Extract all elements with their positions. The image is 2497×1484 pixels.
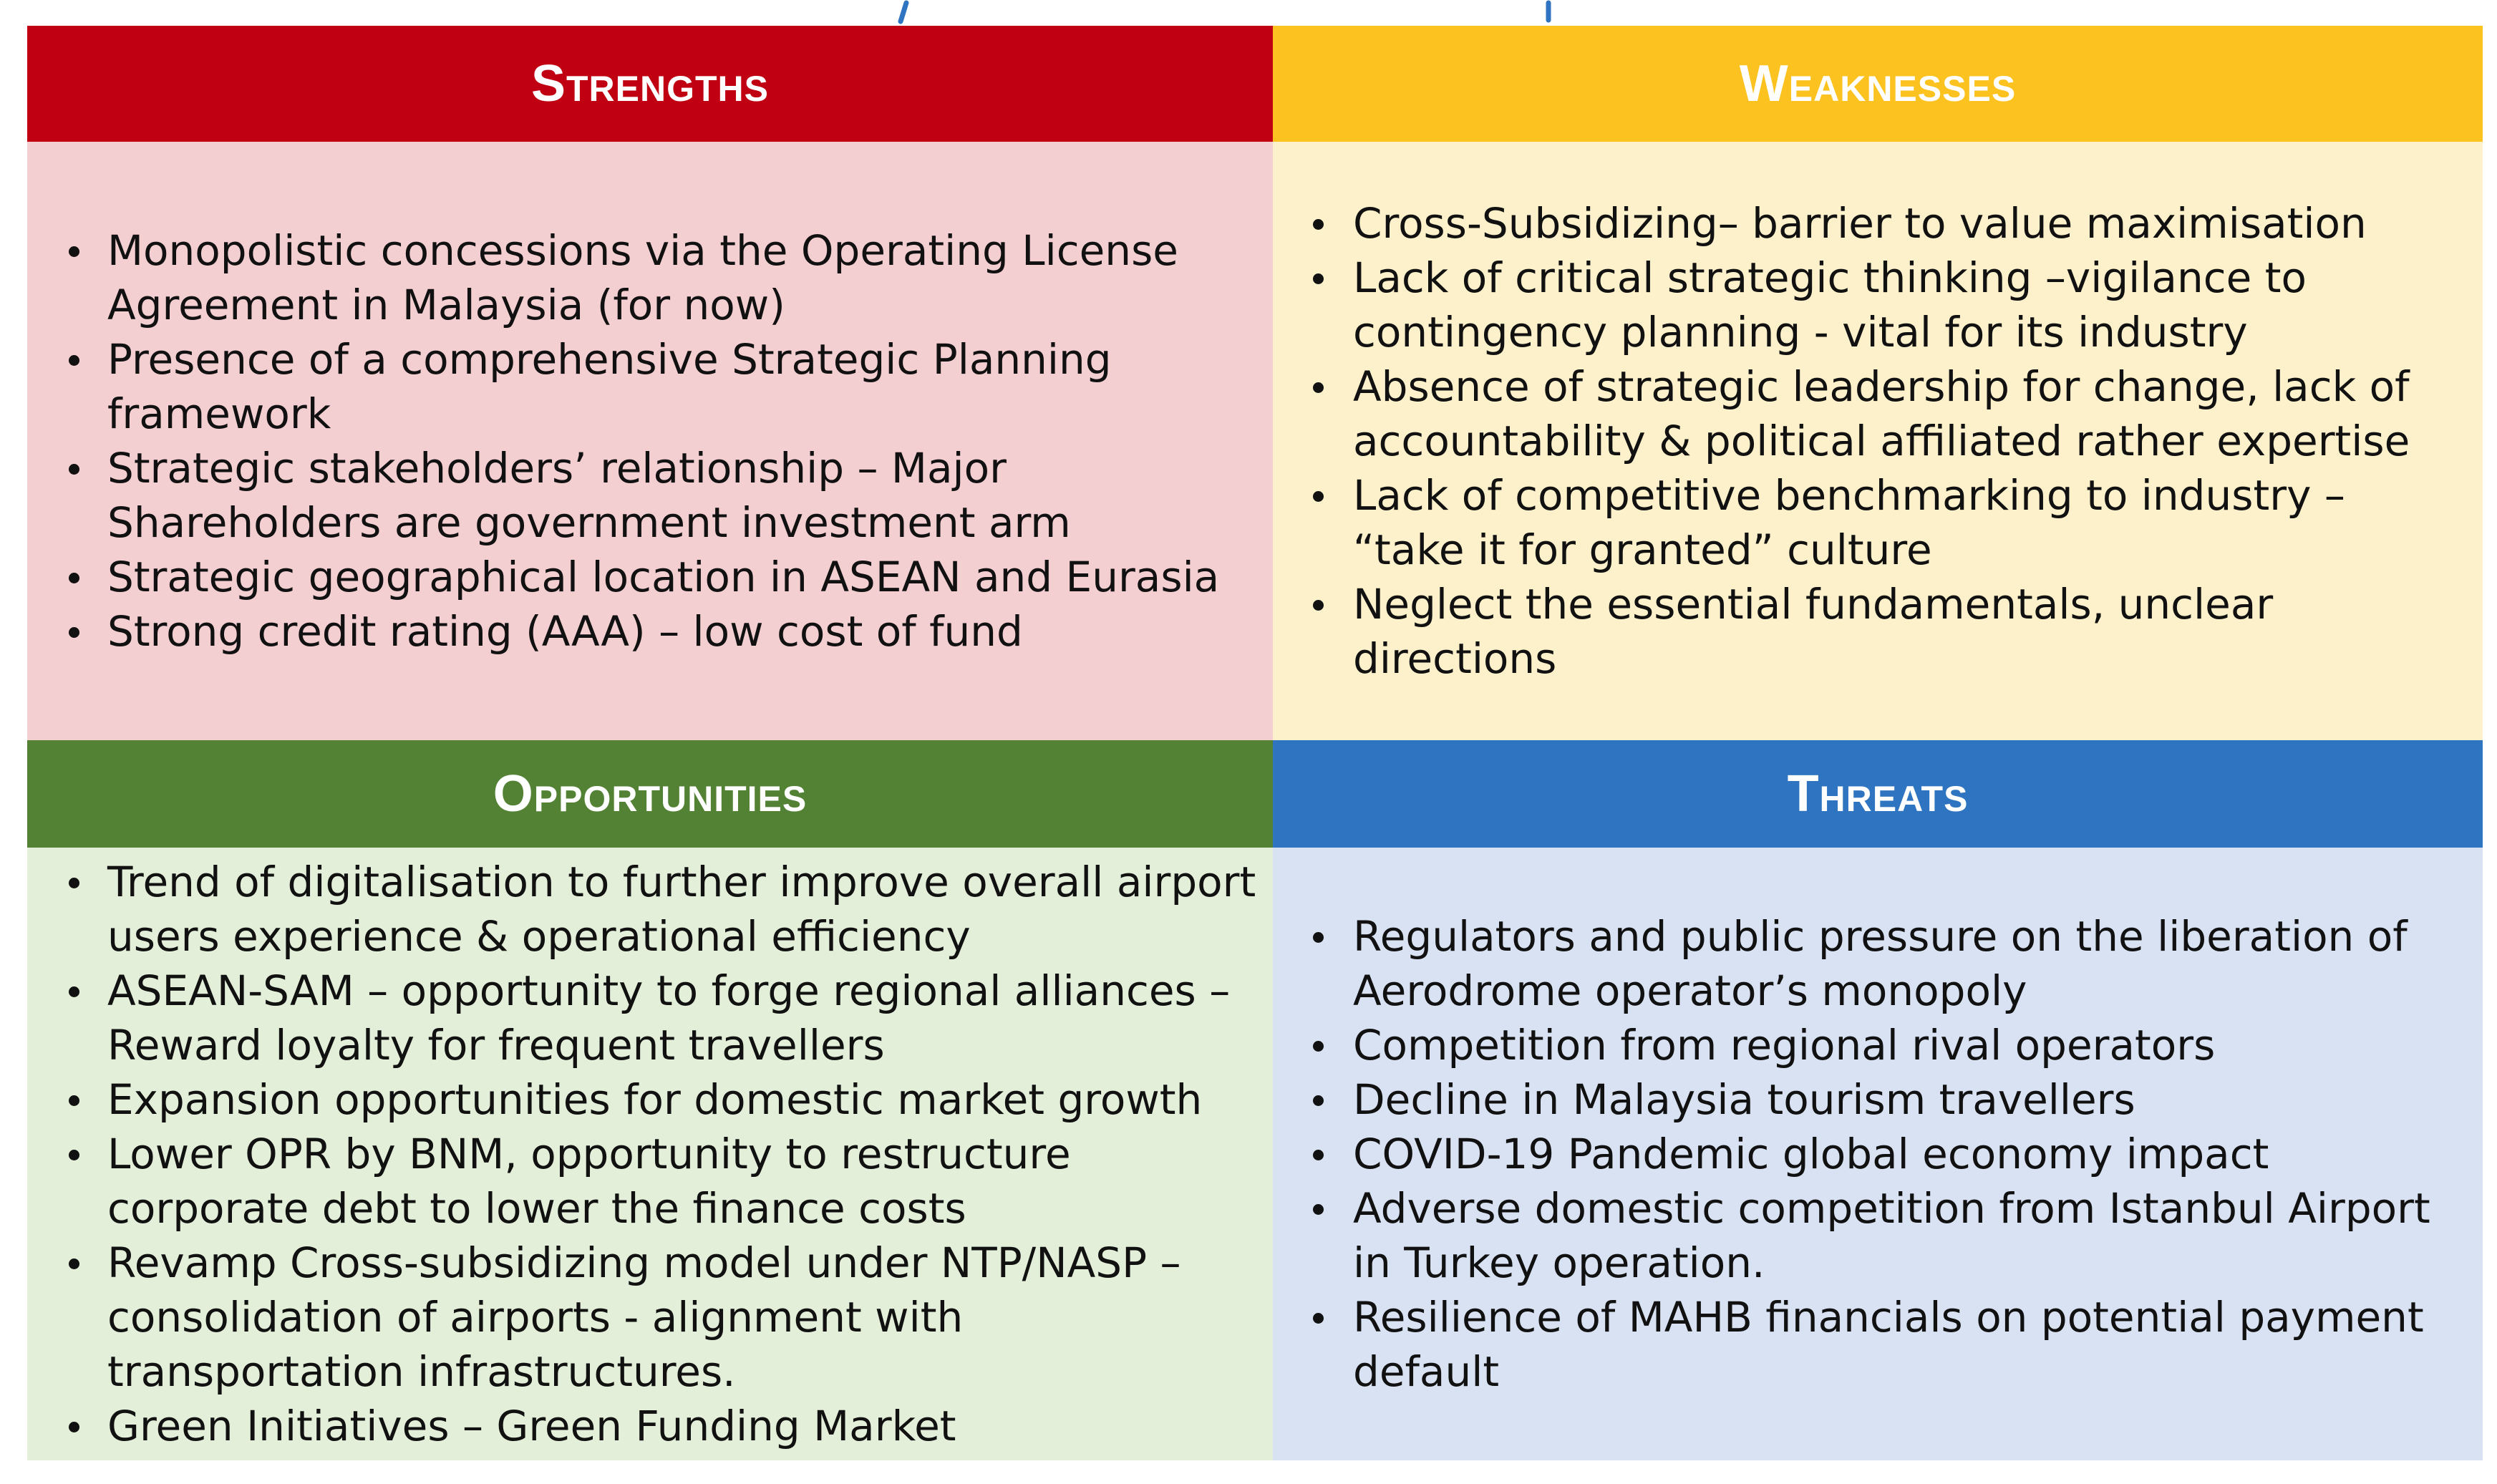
opportunities-list bbox=[27, 855, 1273, 1453]
weaknesses-item: Lack of competitive benchmarking to industry – “take it for granted” culture bbox=[1273, 468, 2468, 577]
threats-item: Decline in Malaysia tourism travellers bbox=[1273, 1072, 2468, 1127]
strengths-item: Presence of a comprehensive Strategic Planning framework bbox=[27, 332, 1259, 441]
threats-item: Regulators and public pressure on the liberation of Aerodrome operator’s monopoly bbox=[1273, 909, 2468, 1018]
opportunities-item: Green Initiatives – Green Funding Market bbox=[27, 1399, 1259, 1453]
cropped-mark-left bbox=[901, 3, 906, 21]
opportunities-item: ASEAN-SAM – opportunity to forge regional alliances – Reward loyalty for frequent travellers bbox=[27, 964, 1259, 1072]
strengths-panel bbox=[27, 142, 1273, 740]
strengths-header bbox=[27, 26, 1273, 142]
opportunities-item: Lower OPR by BNM, opportunity to restructure corporate debt to lower the finance costs bbox=[27, 1127, 1259, 1236]
strengths-item: Strategic stakeholders’ relationship – Major Shareholders are government investment arm bbox=[27, 441, 1259, 550]
threats-item: COVID-19 Pandemic global economy impact bbox=[1273, 1127, 2468, 1181]
weaknesses-panel bbox=[1273, 142, 2483, 740]
opportunities-title: Opportunities bbox=[493, 765, 808, 823]
strengths-item: Monopolistic concessions via the Operating License Agreement in Malaysia (for now) bbox=[27, 223, 1259, 332]
cropped-title-marks bbox=[0, 0, 2497, 26]
weaknesses-header bbox=[1273, 26, 2483, 142]
opportunities-item: Trend of digitalisation to further improve overall airport users experience & operational efficiency bbox=[27, 855, 1259, 964]
weaknesses-item: Neglect the essential fundamentals, unclear directions bbox=[1273, 577, 2468, 686]
threats-header bbox=[1273, 740, 2483, 848]
opportunities-item: Revamp Cross-subsidizing model under NTP/NASP – consolidation of airports - alignment with transportation infrastructures. bbox=[27, 1236, 1259, 1399]
opportunities-header bbox=[27, 740, 1273, 848]
strengths-list bbox=[27, 223, 1273, 659]
opportunities-item: Expansion opportunities for domestic market growth bbox=[27, 1072, 1259, 1127]
strengths-item: Strong credit rating (AAA) – low cost of fund bbox=[27, 604, 1259, 659]
threats-item: Competition from regional rival operators bbox=[1273, 1018, 2468, 1072]
threats-list bbox=[1273, 909, 2483, 1399]
threats-item: Adverse domestic competition from Istanbul Airport in Turkey operation. bbox=[1273, 1181, 2468, 1290]
weaknesses-list bbox=[1273, 196, 2483, 686]
threats-panel bbox=[1273, 848, 2483, 1460]
swot-matrix bbox=[27, 26, 2483, 1460]
weaknesses-item: Lack of critical strategic thinking –vigilance to contingency planning - vital for its industry bbox=[1273, 251, 2468, 359]
threats-item: Resilience of MAHB financials on potential payment default bbox=[1273, 1290, 2468, 1399]
strengths-item: Strategic geographical location in ASEAN and Eurasia bbox=[27, 550, 1259, 604]
weaknesses-item: Cross-Subsidizing– barrier to value maximisation bbox=[1273, 196, 2468, 251]
strengths-title: Strengths bbox=[530, 55, 770, 112]
weaknesses-title: Weaknesses bbox=[1739, 55, 2017, 112]
threats-title: Threats bbox=[1787, 765, 1969, 823]
weaknesses-item: Absence of strategic leadership for change, lack of accountability & political affiliated rather expertise bbox=[1273, 359, 2468, 468]
opportunities-panel bbox=[27, 848, 1273, 1460]
